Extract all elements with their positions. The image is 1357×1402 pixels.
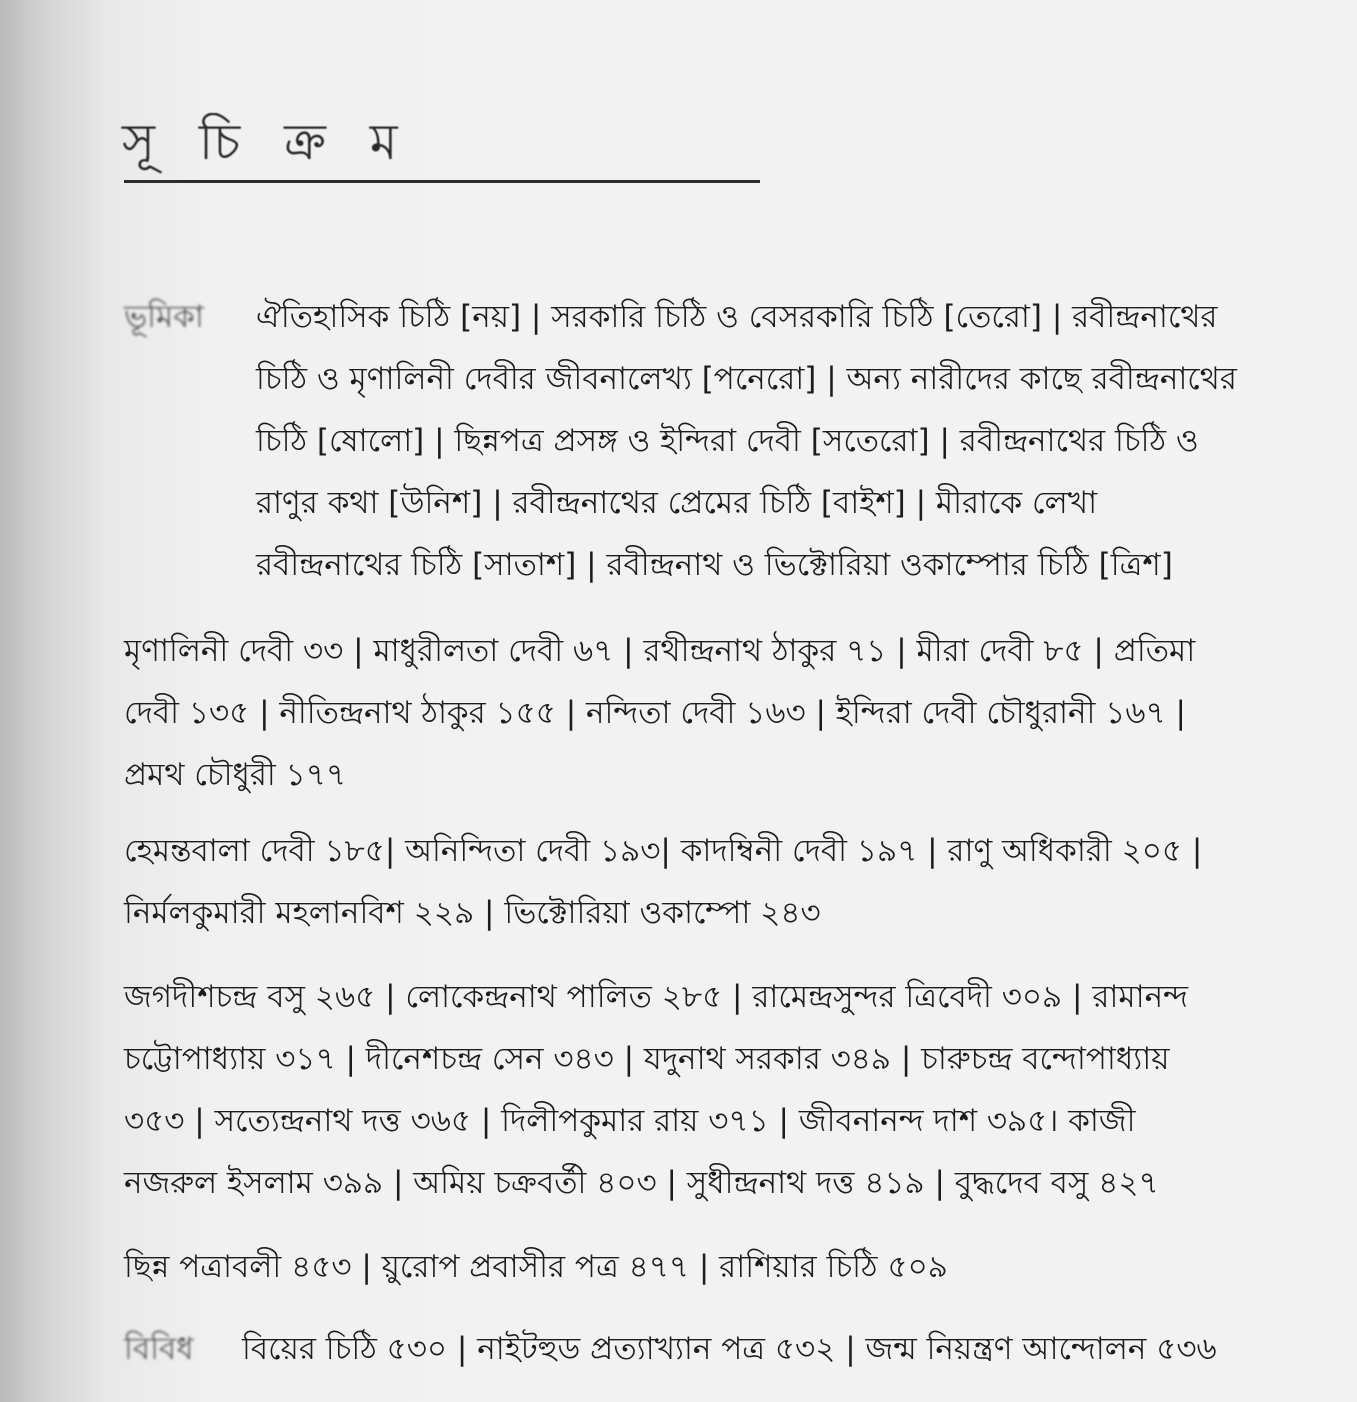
bhumika-line-1: ঐতিহাসিক চিঠি [নয়] | সরকারি চিঠি ও বেসরকারি চিঠি [তেরো] | রবীন্দ্রনাথের (256, 299, 1218, 335)
women-line-1: হেমন্তবালা দেবী ১৮৫| অনিন্দিতা দেবী ১৯৩| কাদম্বিনী দেবী ১৯৭ | রাণু অধিকারী ২০৫ | (124, 833, 1203, 869)
bhumika-line-5: রবীন্দ্রনাথের চিঠি [সাতাশ] | রবীন্দ্রনাথ ও ভিক্টোরিয়া ওকাম্পোর চিঠি [ত্রিশ] (256, 547, 1173, 583)
family-line-2: দেবী ১৩৫ | নীতিন্দ্রনাথ ঠাকুর ১৫৫ | নন্দিতা দেবী ১৬৩ | ইন্দিরা দেবী চৌধুরানী ১৬৭ | (124, 695, 1186, 731)
bhumika-line-2: চিঠি ও মৃণালিনী দেবীর জীবনালেখ্য [পনেরো] | অন্য নারীদের কাছে রবীন্দ্রনাথের (256, 361, 1237, 397)
bhumika-line-4: রাণুর কথা [উনিশ] | রবীন্দ্রনাথের প্রেমের চিঠি [বাইশ] | মীরাকে লেখা (256, 485, 1098, 521)
section-misc (124, 1318, 1328, 1380)
family-line-1: মৃণালিনী দেবী ৩৩ | মাধুরীলতা দেবী ৬৭ | রথীন্দ্রনাথ ঠাকুর ৭১ | মীরা দেবী ৮৫ | প্রতিমা (124, 633, 1196, 669)
section-women (124, 820, 1328, 944)
section-bhumika (124, 286, 1328, 596)
misc-line: বিয়ের চিঠি ৫৩০ | নাইটহুড প্রত্যাখ্যান পত্র ৫৩২ | জন্ম নিয়ন্ত্রণ আন্দোলন ৫৩৬ (242, 1331, 1217, 1367)
section-label-misc: বিবিধ (124, 1331, 194, 1367)
section-friends (124, 966, 1328, 1214)
section-letters (124, 1236, 1328, 1298)
page-title: সূ চি ক্র ম (122, 113, 412, 171)
section-misc-body (124, 1318, 1328, 1380)
section-bhumika-body (124, 286, 1328, 596)
section-family (124, 620, 1328, 806)
section-label-bhumika: ভূমিকা (124, 299, 204, 335)
friends-line-1: জগদীশচন্দ্র বসু ২৬৫ | লোকেন্দ্রনাথ পালিত ২৮৫ | রামেন্দ্রসুন্দর ত্রিবেদী ৩০৯ | রামানন্দ (124, 979, 1188, 1015)
family-line-3: প্রমথ চৌধুরী ১৭৭ (124, 757, 347, 793)
friends-line-2: চট্টোপাধ্যায় ৩১৭ | দীনেশচন্দ্র সেন ৩৪৩ | যদুনাথ সরকার ৩৪৯ | চারুচন্দ্র বন্দোপাধ্যায় (124, 1041, 1170, 1077)
bhumika-line-3: চিঠি [ষোলো] | ছিন্নপত্র প্রসঙ্গ ও ইন্দিরা দেবী [সতেরো] | রবীন্দ্রনাথের চিঠি ও (256, 423, 1199, 459)
title-underline (124, 180, 760, 183)
friends-line-4: নজরুল ইসলাম ৩৯৯ | অমিয় চক্রবর্তী ৪০৩ | সুধীন্দ্রনাথ দত্ত ৪১৯ | বুদ্ধদেব বসু ৪২৭ (124, 1165, 1159, 1201)
letters-line: ছিন্ন পত্রাবলী ৪৫৩ | য়ুরোপ প্রবাসীর পত্র ৪৭৭ | রাশিয়ার চিঠি ৫০৯ (124, 1249, 948, 1285)
women-line-2: নির্মলকুমারী মহলানবিশ ২২৯ | ভিক্টোরিয়া ওকাম্পো ২৪৩ (124, 895, 821, 931)
friends-line-3: ৩৫৩ | সত্যেন্দ্রনাথ দত্ত ৩৬৫ | দিলীপকুমার রায় ৩৭১ | জীবনানন্দ দাশ ৩৯৫। কাজী (124, 1103, 1136, 1139)
